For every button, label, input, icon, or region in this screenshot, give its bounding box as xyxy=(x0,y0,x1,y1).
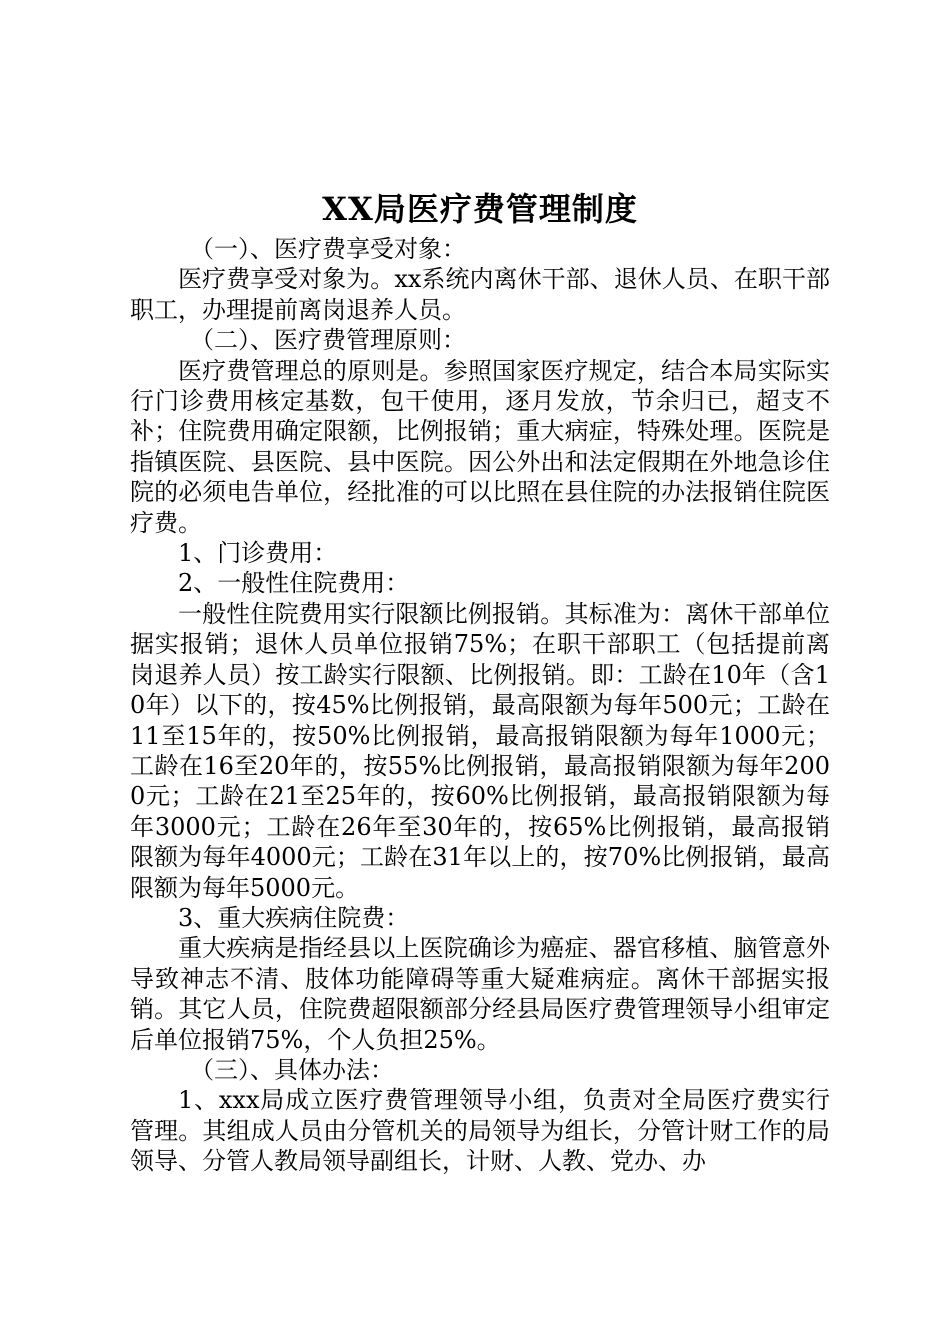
paragraph-principles: 医疗费管理总的原则是。参照国家医疗规定，结合本局实际实行门诊费用核定基数，包干使用，逐月发放，节余归已，超支不补；住院费用确定限额，比例报销；重大病症，特殊处理。医院是指镇医院、县医院、县中医院。因公外出和法定假期在外地急诊住院的必须电告单位，经批准的可以比照在县住院的办法报销住院医疗费。 xyxy=(130,356,830,537)
paragraph-recipients: 医疗费享受对象为。xx系统内离休干部、退休人员、在职干部职工，办理提前离岗退养人员。 xyxy=(130,265,830,324)
section-heading-principles: （二）、医疗费管理原则： xyxy=(190,326,466,355)
subheading-general-inpatient: 2、一般性住院费用： xyxy=(178,569,410,598)
subheading-major-illness: 3、重大疾病住院费： xyxy=(178,903,410,932)
document-title: XX局医疗费管理制度 xyxy=(322,190,638,228)
paragraph-major-illness: 重大疾病是指经县以上医院确诊为癌症、器官移植、脑管意外导致神志不清、肢体功能障碍等重大疑难病症。离休干部据实报销。其它人员，住院费超限额部分经县局医疗费管理领导小组审定后单位报销75%，个人负担25%。 xyxy=(130,934,830,1054)
paragraph-general-inpatient: 一般性住院费用实行限额比例报销。其标准为：离休干部单位据实报销；退休人员单位报销75%；在职干部职工（包括提前离岗退养人员）按工龄实行限额、比例报销。即：工龄在10年（含10年）以下的，按45%比例报销，最高限额为每年500元；工龄在11至15年的，按50%比例报销，最高报销限额为每年1000元；工龄在16至20年的，按55%比例报销，最高报销限额为每年2000元；工龄在21至25年的，按60%比例报销，最高报销限额为每年3000元；工龄在26年至30年的，按65%比例报销，最高报销限额为每年4000元；工龄在31年以上的，按70%比例报销，最高限额为每年5000元。 xyxy=(130,599,830,902)
paragraph-procedures: 1、xxx局成立医疗费管理领导小组，负责对全局医疗费实行管理。其组成人员由分管机关的局领导为组长，分管计财工作的局领导、分管人教局领导副组长，计财、人教、党办、办 xyxy=(130,1086,830,1176)
section-heading-recipients: （一）、医疗费享受对象： xyxy=(190,235,466,263)
subheading-outpatient: 1、门诊费用： xyxy=(178,539,338,568)
document-page xyxy=(130,186,830,1177)
section-heading-procedures: （三）、具体办法： xyxy=(190,1055,394,1084)
